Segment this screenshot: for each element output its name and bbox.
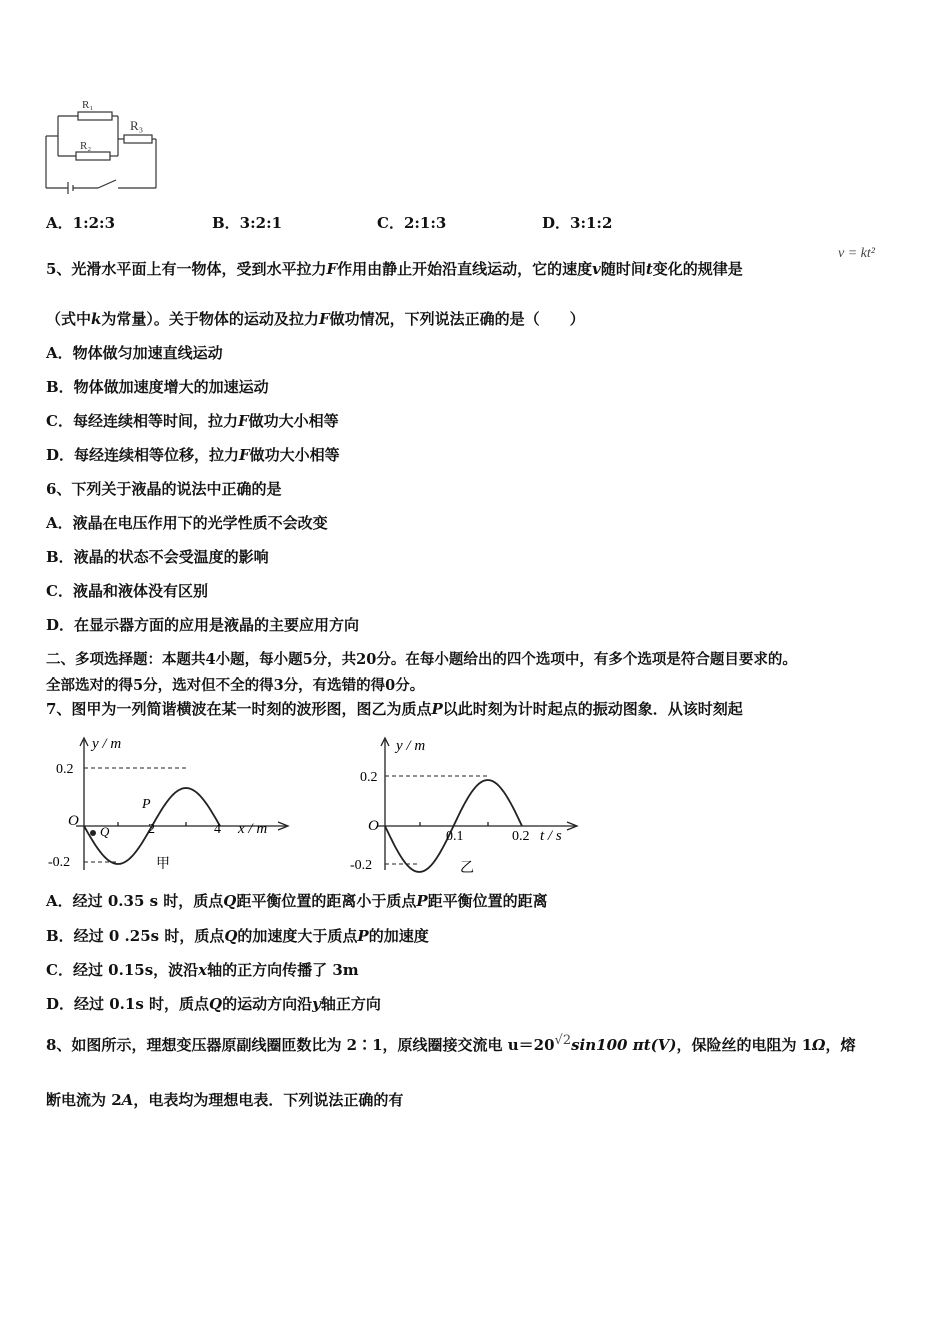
point-q — [90, 830, 96, 836]
q4-option-a[interactable]: A．1:2:3 — [46, 214, 116, 232]
graph1-point-p: P — [142, 797, 151, 812]
vibration-graph-yi — [340, 732, 585, 876]
r1-label: R₁ — [82, 99, 94, 111]
graph2-origin: O — [368, 818, 379, 834]
q6-option-d[interactable]: D．在显示器方面的应用是液晶的主要应用方向 — [46, 616, 360, 634]
q5-formula: v = kt² — [838, 246, 875, 261]
q6-stem: 6、下列关于液晶的说法中正确的是 — [46, 480, 282, 498]
graph2-xlabel: t / s — [540, 828, 562, 844]
q5-option-c[interactable]: C．每经连续相等时间，拉力F做功大小相等 — [46, 412, 339, 430]
q8-stem: 8、如图所示，理想变压器原副线圈匝数比为 2∶1，原线圈接交流电 u＝20√2sin100 πt(V)，保险丝的电阻为 1Ω，熔 — [46, 1033, 856, 1054]
section2-line1: 二、多项选择题：本题共4小题，每小题5分，共20分。在每小题给出的四个选项中，有多个选项是符合题目要求的。 — [46, 651, 797, 668]
q5-option-b[interactable]: B．物体做加速度增大的加速运动 — [46, 378, 269, 396]
q4-option-b[interactable]: B．3:2:1 — [212, 214, 283, 232]
r2-label: R₂ — [80, 140, 92, 152]
section2-line2: 全部选对的得5分，选对但不全的得3分，有选错的得0分。 — [46, 677, 425, 694]
graph1-x1: 2 — [148, 822, 155, 837]
q5-stem: 5、光滑水平面上有一物体，受到水平拉力F作用由静止开始沿直线运动，它的速度v随时间t变化的规律是 — [46, 260, 743, 278]
q7-option-c[interactable]: C．经过 0.15s，波沿x轴的正方向传播了 3m — [46, 961, 359, 979]
q6-option-a[interactable]: A．液晶在电压作用下的光学性质不会改变 — [46, 514, 328, 532]
q7-stem: 7、图甲为一列简谐横波在某一时刻的波形图，图乙为质点P以此时刻为计时起点的振动图象．从该时刻起 — [46, 700, 743, 718]
graph2-x2: 0.2 — [512, 829, 530, 844]
graph1-point-q: Q — [100, 824, 110, 839]
q7-option-a[interactable]: A．经过 0.35 s 时，质点Q距平衡位置的距离小于质点P距平衡位置的距离 — [46, 892, 548, 910]
graph1-caption: 甲 — [156, 857, 170, 872]
graph2-ybot: -0.2 — [350, 858, 373, 873]
q8-stem-line2: 断电流为 2A，电表均为理想电表．下列说法正确的有 — [46, 1091, 404, 1109]
graph1-xlabel: x / m — [238, 821, 268, 837]
graph2-x1: 0.1 — [446, 829, 464, 844]
q6-option-b[interactable]: B．液晶的状态不会受温度的影响 — [46, 548, 269, 566]
wave-graph-jia — [46, 732, 296, 876]
graph1-origin: O — [68, 813, 79, 829]
graph2-ytop: 0.2 — [360, 770, 378, 785]
q7-option-b[interactable]: B．经过 0 .25s 时，质点Q的加速度大于质点P的加速度 — [46, 927, 429, 945]
q6-option-c[interactable]: C．液晶和液体没有区别 — [46, 582, 208, 600]
graph1-ylabel: y / m — [92, 736, 122, 752]
q7-option-d[interactable]: D．经过 0.1s 时，质点Q的运动方向沿y轴正方向 — [46, 995, 381, 1013]
q4-option-c[interactable]: C．2:1:3 — [377, 214, 447, 232]
q5-option-a[interactable]: A．物体做匀加速直线运动 — [46, 344, 223, 362]
graph2-caption: 乙 — [460, 861, 474, 876]
graph2-ylabel: y / m — [396, 738, 426, 754]
graph1-ytop: 0.2 — [56, 762, 74, 777]
graph1-x2: 4 — [214, 822, 221, 837]
r3-label: R₃ — [130, 118, 144, 133]
q4-option-d[interactable]: D．3:1:2 — [542, 214, 613, 232]
graph1-ybot: -0.2 — [48, 855, 71, 870]
circuit-diagram — [40, 94, 165, 194]
q5-stem-line2: （式中k为常量）。关于物体的运动及拉力F做功情况，下列说法正确的是（ ） — [46, 310, 585, 328]
q5-option-d[interactable]: D．每经连续相等位移，拉力F做功大小相等 — [46, 446, 340, 464]
